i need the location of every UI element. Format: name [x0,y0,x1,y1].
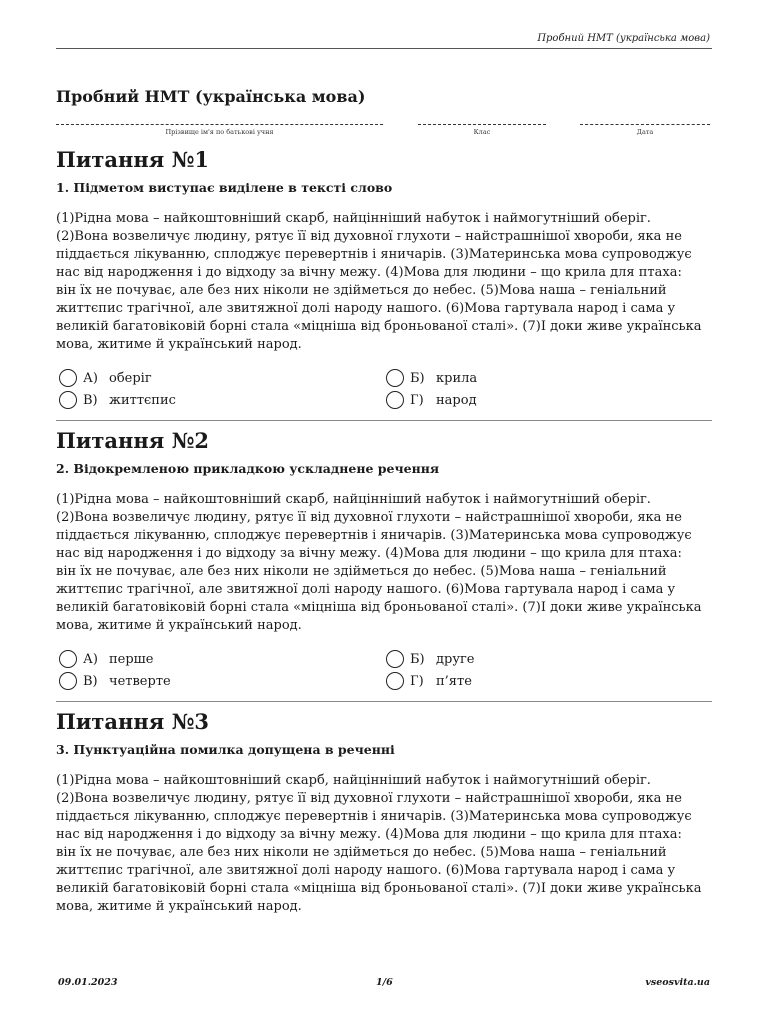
radio-circle-icon[interactable] [386,650,404,668]
option-letter: Б) [410,651,425,667]
question-prompt: 2. Відокремленою прикладкою ускладнене речення [56,461,440,476]
question-divider [56,420,712,421]
answer-options [56,649,712,694]
option-letter: А) [83,651,98,667]
running-header-title: Пробний НМТ (українська мова) [537,33,710,44]
question-prompt: 3. Пунктуаційна помилка допущена в реченні [56,742,395,757]
question-heading: Питання №3 [56,709,210,734]
class-line [418,117,546,125]
radio-circle-icon[interactable] [59,369,77,387]
document-title: Пробний НМТ (українська мова) [56,87,366,106]
option-d[interactable] [386,671,472,691]
option-a[interactable] [59,649,153,669]
question-divider [56,701,712,702]
footer-page-number: 1/6 [376,977,393,988]
radio-circle-icon[interactable] [59,650,77,668]
answer-options [56,368,712,413]
option-label: життєпис [109,392,176,408]
option-c[interactable] [59,671,171,691]
option-letter: Б) [410,370,425,386]
option-letter: Г) [410,673,424,689]
class-caption: Клас [473,128,491,136]
option-letter: В) [83,392,98,408]
option-b[interactable] [386,368,477,388]
question-3 [56,710,712,916]
question-heading: Питання №1 [56,147,210,172]
question-2 [56,429,712,694]
student-name-field[interactable] [56,117,383,137]
option-d[interactable] [386,390,477,410]
option-letter: А) [83,370,98,386]
option-label: народ [436,392,477,408]
footer-date: 09.01.2023 [58,977,118,988]
radio-circle-icon[interactable] [386,672,404,690]
option-c[interactable] [59,390,176,410]
radio-circle-icon[interactable] [59,391,77,409]
radio-circle-icon[interactable] [386,391,404,409]
option-letter: В) [83,673,98,689]
radio-circle-icon[interactable] [59,672,77,690]
radio-circle-icon[interactable] [386,369,404,387]
question-1 [56,148,712,413]
option-label: п’яте [436,673,472,689]
header-rule [56,48,712,49]
student-name-line [56,117,383,125]
date-line [580,117,710,125]
question-prompt: 1. Підметом виступає виділене в тексті слово [56,180,393,195]
question-heading: Питання №2 [56,428,210,453]
class-field[interactable] [418,117,546,137]
option-label: перше [109,651,154,667]
option-a[interactable] [59,368,152,388]
option-label: оберіг [109,370,152,386]
option-label: крила [436,370,478,386]
option-b[interactable] [386,649,474,669]
option-label: четверте [109,673,171,689]
question-text: (1)Рідна мова – найкоштовніший скарб, найцінніший набуток і наймогутніший оберіг. (2)Вона возвеличує людину, рятує її від духовної глухоти – найстрашнішої хвороби, яка не піддається лікуванню, сплоджує перевертнів і яничарів. (3)Материнська мова супроводжує нас від народження і до відходу за вічну межу. (4)Мова для людини – що крила для птаха: він їх не почуває, але без них ніколи не здійметься до небес. (5)Мова наша – геніальний життєпис трагічної, але звитяжної долі народу нашого. (6)Мова гартувала народ і сама у великій багатовіковій борні стала «міцніша від броньованої сталі». (7)І доки живе українська мова, житиме й український народ. [56,773,702,914]
option-letter: Г) [410,392,424,408]
date-caption: Дата [636,128,654,136]
option-label: друге [436,651,475,667]
question-text: (1)Рідна мова – найкоштовніший скарб, найцінніший набуток і наймогутніший оберіг. (2)Вона возвеличує людину, рятує її від духовної глухоти – найстрашнішої хвороби, яка не піддається лікуванню, сплоджує перевертнів і яничарів. (3)Материнська мова супроводжує нас від народження і до відходу за вічну межу. (4)Мова для людини – що крила для птаха: він їх не почуває, але без них ніколи не здійметься до небес. (5)Мова наша – геніальний життєпис трагічної, але звитяжної долі народу нашого. (6)Мова гартувала народ і сама у великій багатовіковій борні стала «міцніша від броньованої сталі». (7)І доки живе українська мова, житиме й український народ. [56,492,702,633]
date-field[interactable] [580,117,710,137]
question-text: (1)Рідна мова – найкоштовніший скарб, найцінніший набуток і наймогутніший оберіг. (2)Вона возвеличує людину, рятує її від духовної глухоти – найстрашнішої хвороби, яка не піддається лікуванню, сплоджує перевертнів і яничарів. (3)Материнська мова супроводжує нас від народження і до відходу за вічну межу. (4)Мова для людини – що крила для птаха: він їх не почуває, але без них ніколи не здійметься до небес. (5)Мова наша – геніальний життєпис трагічної, але звитяжної долі народу нашого. (6)Мова гартувала народ і сама у великій багатовіковій борні стала «міцніша від броньованої сталі». (7)І доки живе українська мова, житиме й український народ. [56,211,702,352]
footer-site-link[interactable]: vseosvita.ua [645,977,710,988]
student-name-caption: Прізвище ім'я по батькові учня [165,128,274,136]
